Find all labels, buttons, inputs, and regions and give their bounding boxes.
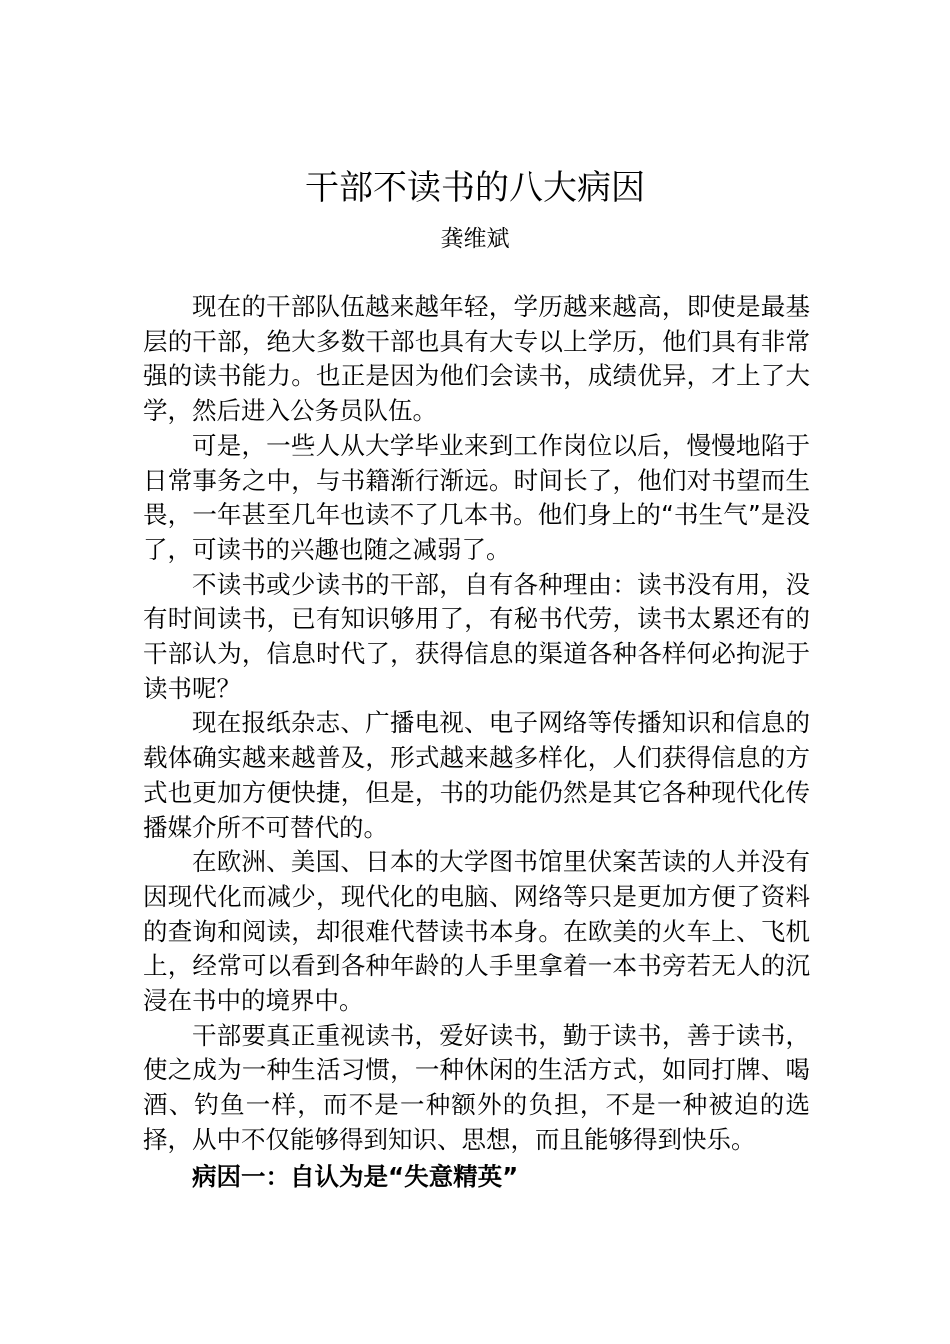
- paragraph: 现在报纸杂志、广播电视、电子网络等传播知识和信息的载体确实越来越普及，形式越来越多样化，人们获得信息的方式也更加方便快捷，但是，书的功能仍然是其它各种现代化传播媒介所不可替代的。: [143, 708, 810, 842]
- article-body: [143, 290, 810, 1194]
- paragraph: 干部要真正重视读书，爱好读书，勤于读书，善于读书，使之成为一种生活习惯，一种休闲的生活方式，如同打牌、喝酒、钓鱼一样，而不是一种额外的负担，不是一种被迫的选择，从中不仅能够得到知识、思想，而且能够得到快乐。: [143, 1020, 810, 1154]
- paragraph: 现在的干部队伍越来越年轻，学历越来越高，即使是最基层的干部，绝大多数干部也具有大专以上学历，他们具有非常强的读书能力。也正是因为他们会读书，成绩优异，才上了大学，然后进入公务员队伍。: [143, 292, 810, 426]
- section-heading: 病因一：自认为是“失意精英”: [192, 1161, 519, 1191]
- paragraph: 可是，一些人从大学毕业来到工作岗位以后，慢慢地陷于日常事务之中，与书籍渐行渐远。时间长了，他们对书望而生畏，一年甚至几年也读不了几本书。他们身上的“书生气”是没了，可读书的兴趣也随之减弱了。: [143, 430, 810, 564]
- paragraph: 不读书或少读书的干部，自有各种理由：读书没有用，没有时间读书，已有知识够用了，有秘书代劳，读书太累还有的干部认为，信息时代了，获得信息的渠道各种各样何必拘泥于读书呢？: [143, 569, 810, 703]
- document-title: 干部不读书的八大病因: [305, 168, 645, 208]
- paragraph: 在欧洲、美国、日本的大学图书馆里伏案苦读的人并没有因现代化而减少，现代化的电脑、网络等只是更加方便了资料的查询和阅读，却很难代替读书本身。在欧美的火车上、飞机上，经常可以看到各种年龄的人手里拿着一本书旁若无人的沉浸在书中的境界中。: [143, 847, 810, 1016]
- author-name: 龚维斌: [440, 226, 510, 252]
